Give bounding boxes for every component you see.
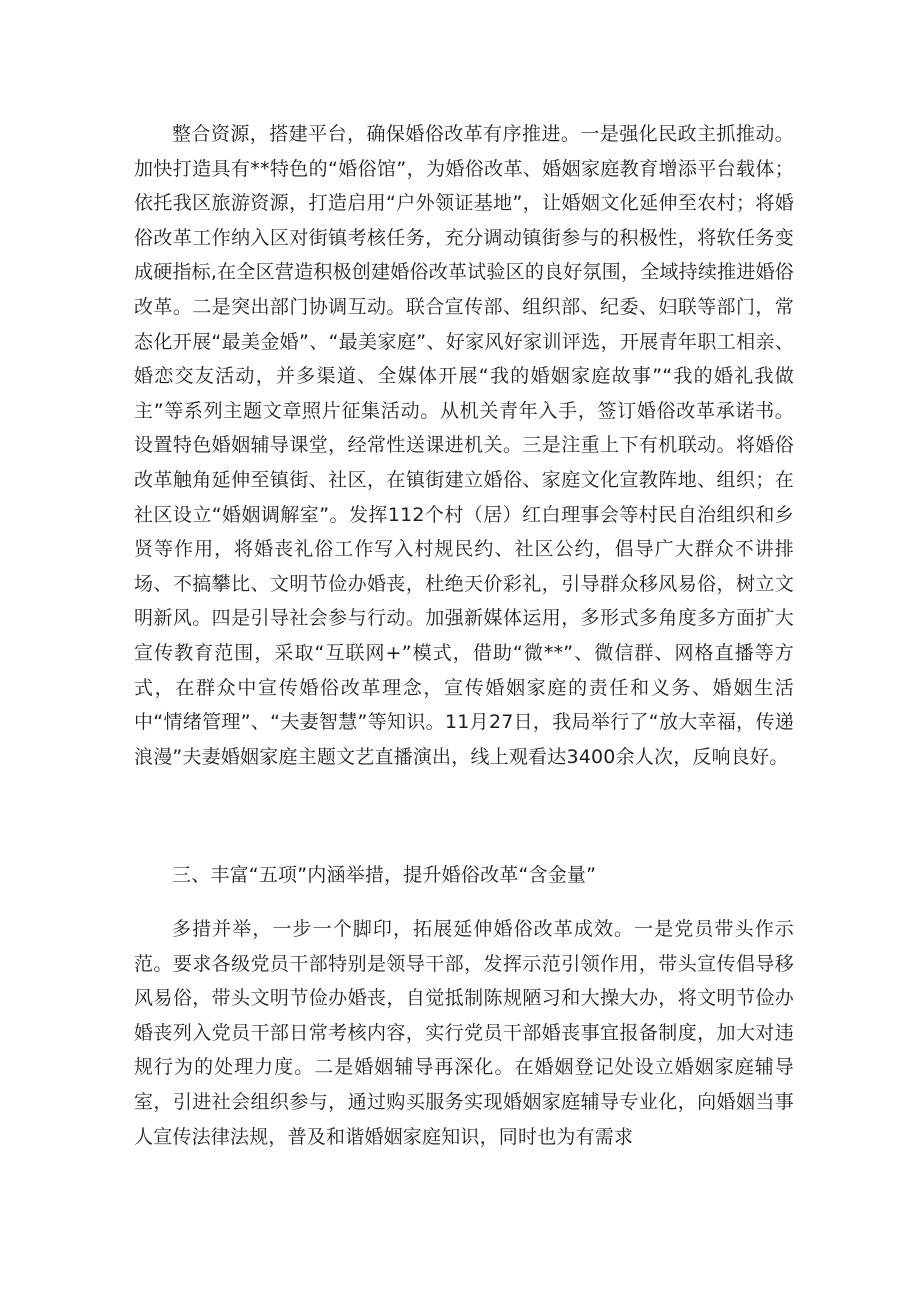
body-paragraph-1: 整合资源，搭建平台，确保婚俗改革有序推进。一是强化民政主抓推动。加快打造具有**特色的“婚俗馆”，为婚俗改革、婚姻家庭教育增添平台载体；依托我区旅游资源，打造启用“户外领证基地”，让婚姻文化延伸至农村；将婚俗改革工作纳入区对街镇考核任务，充分调动镇街参与的积极性，将软任务变成硬指标,在全区营造积极创建婚俗改革试验区的良好氛围，全域持续推进婚俗改革。二是突出部门协调互动。联合宣传部、组织部、纪委、妇联等部门，常态化开展“最美金婚”、“最美家庭”、好家风好家训评选，开展青年职工相亲、婚恋交友活动，并多渠道、全媒体开展“我的婚姻家庭故事”“我的婚礼我做主”等系列主题文章照片征集活动。从机关青年入手，签订婚俗改革承诺书。设置特色婚姻辅导课堂，经常性送课进机关。三是注重上下有机联动。将婚俗改革触角延伸至镇街、社区，在镇街建立婚俗、家庭文化宣教阵地、组织；在社区设立“婚姻调解室”。发挥112个村（居）红白理事会等村民自治组织和乡贤等作用，将婚丧礼俗工作写入村规民约、社区公约，倡导广大群众不讲排场、不搞攀比、文明节俭办婚丧，杜绝天价彩礼，引导群众移风易俗，树立文明新风。四是引导社会参与行动。加强新媒体运用，多形式多角度多方面扩大宣传教育范围，采取“互联网+”模式，借助“微**”、微信群、网格直播等方式，在群众中宣传婚俗改革理念，宣传婚姻家庭的责任和义务、婚姻生活中“情绪管理”、“夫妻智慧”等知识。11月27日，我局举行了“放大幸福，传递浪漫”夫妻婚姻家庭主题文艺直播演出，线上观看达3400余人次，反响良好。	[134, 123, 794, 768]
section-heading: 三、丰富“五项”内涵举措，提升婚俗改革“含金量”	[172, 864, 597, 886]
document-body	[134, 117, 794, 1148]
body-paragraph-2: 多措并举，一步一个脚印，拓展延伸婚俗改革成效。一是党员带头作示范。要求各级党员干部特别是领导干部，发挥示范引领作用，带头宣传倡导移风易俗，带头文明节俭办婚丧，自觉抵制陈规陋习和大操大办，将文明节俭办婚丧列入党员干部日常考核内容，实行党员干部婚丧事宜报备制度，加大对违规行为的处理力度。二是婚姻辅导再深化。在婚姻登记处设立婚姻家庭辅导室，引进社会组织参与，通过购买服务实现婚姻家庭辅导专业化，向婚姻当事人宣传法律法规，普及和谐婚姻家庭知识，同时也为有需求	[134, 918, 794, 1148]
